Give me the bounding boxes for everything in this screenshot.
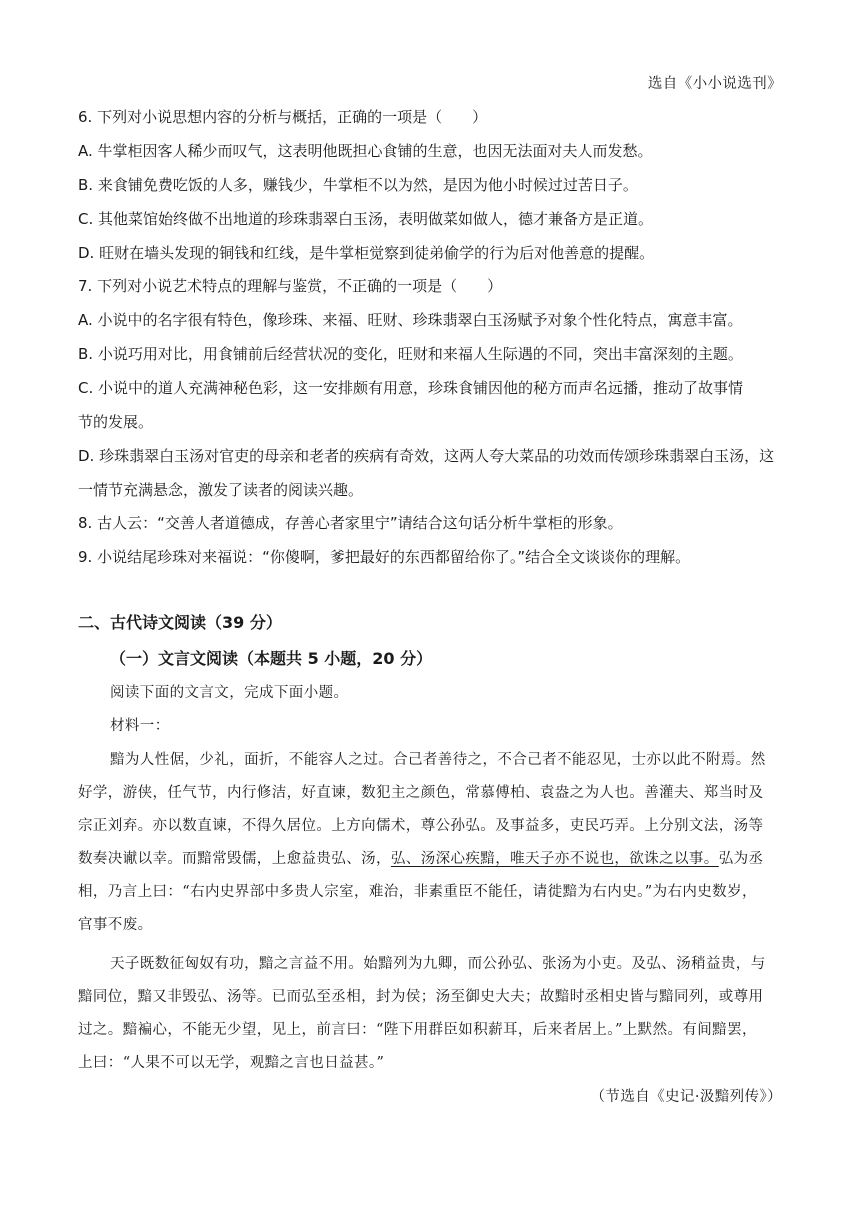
passage-line-4-end: 弘为丞	[718, 851, 764, 867]
question-6-option-a: A. 牛掌柜因客人稀少而叹气，这表明他既担心食铺的生意，也因无法面对夫人而发愁。	[78, 142, 653, 160]
question-9: 9. 小说结尾珍珠对来福说：“你傻啊，爹把最好的东西都留给你了。”结合全文谈谈你的理解。	[78, 548, 691, 566]
passage-line-7: 天子既数征匈奴有功，黯之言益不用。始黯列为九卿，而公孙弘、张汤为小吏。及弘、汤稍益贵，与	[110, 956, 766, 972]
question-8: 8. 古人云：“交善人者道德成，存善心者家里宁”请结合这句话分析牛掌柜的形象。	[78, 514, 623, 532]
question-7-option-a: A. 小说中的名字很有特色，像珍珠、来福、旺财、珍珠翡翠白玉汤赋予对象个性化特点，寓意丰富。	[78, 311, 743, 329]
reading-instruction: 阅读下面的文言文，完成下面小题。	[110, 685, 349, 701]
passage-line-3: 宗正刘弃。亦以数直谏，不得久居位。上方向儒术，尊公孙弘。及事益多，吏民巧弄。上分别文法，汤等	[78, 818, 764, 834]
question-7-option-b: B. 小说巧用对比，用食铺前后经营状况的变化，旺财和来福人生际遇的不同，突出丰富深刻的主题。	[78, 345, 743, 363]
passage-line-8: 黯同位，黯又非毁弘、汤等。已而弘至丞相，封为侯；汤至御史大夫；故黯时丞相史皆与黯同列，或尊用	[78, 989, 764, 1005]
passage-line-1: 黯为人性倨，少礼，面折，不能容人之过。合己者善待之，不合己者不能忍见，士亦以此不附焉。然	[110, 752, 766, 768]
material-one-label: 材料一：	[110, 718, 170, 734]
question-7-option-d-line1: D. 珍珠翡翠白玉汤对官吏的母亲和老者的疾病有奇效，这两人夸大菜品的功效而传颂珍珠翡翠白玉汤，这	[78, 447, 775, 465]
question-7-option-c-line2: 节的发展。	[78, 413, 154, 431]
passage-line-9: 过之。黯褊心，不能无少望，见上，前言曰：“陛下用群臣如积薪耳，后来者居上。”上默然。有间黯罢，	[78, 1022, 757, 1038]
passage-line-2: 好学，游侠，任气节，内行修洁，好直谏，数犯主之颜色，常慕傅柏、袁盎之为人也。善灌夫、郑当时及	[78, 785, 764, 801]
passage-line-4-start: 数奏决谳以幸。而黯常毁儒，上愈益贵弘、汤，	[78, 851, 391, 867]
passage-line-10: 上曰：“人果不可以无学，观黯之言也日益甚。”	[78, 1055, 385, 1071]
question-7-stem: 7. 下列对小说艺术特点的理解与鉴赏，不正确的一项是（ ）	[78, 277, 503, 295]
question-6-option-d: D. 旺财在墙头发现的铜钱和红线，是牛掌柜觉察到徒弟偷学的行为后对他善意的提醒。	[78, 244, 655, 262]
subsection-heading: （一）文言文阅读（本题共 5 小题，20 分）	[110, 649, 433, 668]
passage-line-5: 相，乃言上曰：“右内史界部中多贵人宗室，难治，非素重臣不能任，请徙黯为右内史。”为右内史数岁，	[78, 884, 757, 900]
passage-line-4	[78, 849, 763, 869]
passage-line-6: 官事不废。	[78, 917, 153, 933]
question-7-option-c-line1: C. 小说中的道人充满神秘色彩，这一安排颇有用意，珍珠食铺因他的秘方而声名远播，推动了故事情	[78, 379, 744, 397]
question-7-option-d-line2: 一情节充满悬念，激发了读者的阅读兴趣。	[78, 481, 364, 499]
passage-underlined-sentence: 弘、汤深心疾黯，唯天子亦不说也，欲诛之以事。	[390, 851, 719, 867]
question-6-stem: 6. 下列对小说思想内容的分析与概括，正确的一项是（ ）	[78, 108, 488, 126]
story-source: 选自《小小说选刊》	[647, 76, 782, 92]
question-6-option-b: B. 来食铺免费吃饭的人多，赚钱少，牛掌柜不以为然，是因为他小时候过过苦日子。	[78, 176, 638, 194]
section-heading: 二、古代诗文阅读（39 分）	[78, 613, 282, 632]
question-6-option-c: C. 其他菜馆始终做不出地道的珍珠翡翠白玉汤，表明做菜如做人，德才兼备方是正道。	[78, 210, 654, 228]
passage-source: （节选自《史记·汲黯列传》）	[590, 1089, 782, 1105]
